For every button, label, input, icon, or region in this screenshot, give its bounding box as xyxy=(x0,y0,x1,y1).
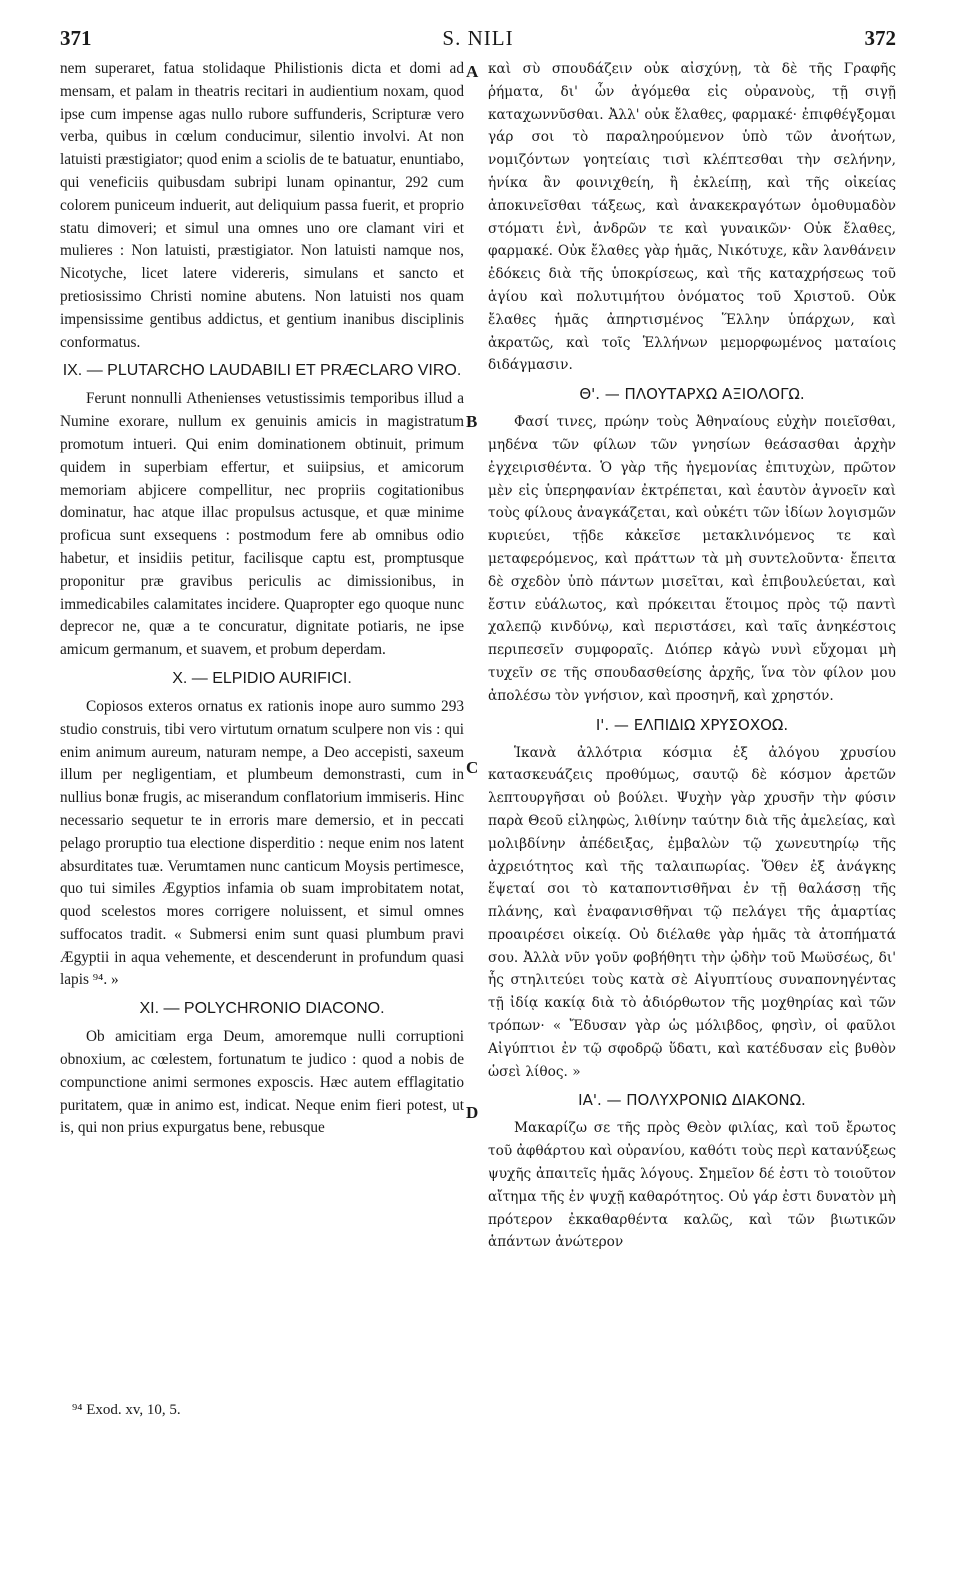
two-column-body xyxy=(60,58,896,1408)
greek-heading-10: Ι'. — ΕΛΠΙΔΙΩ ΧΡΥΣΟΧΟΩ. xyxy=(595,715,789,734)
page xyxy=(60,22,896,1552)
greek-letter-11: Μακαρίζω σε τῆς πρὸς Θεὸν φιλίας, καὶ τοῦ ἔρωτος τοῦ ἀφθάρτου καὶ οὐρανίου, καθότι τοὺς περὶ κατανύξεως ψυχῆς ἀπαιτεῖς ἡμᾶς λόγους. Σημεῖον δέ ἐστι τὸ τοιοῦτον αἴτημα τῆς ἐν ψυχῇ καθαρότητος. Οὐ γάρ ἐστι δυνατὸν μὴ πρότερον ἐκκαθαρθέντα καλῶς, καὶ τῶν βιωτικῶν ἁπάντων ἀνώτερον xyxy=(488,1120,896,1251)
running-header xyxy=(60,22,896,58)
greek-letter-10: Ἱκανὰ ἀλλότρια κόσμια ἐξ ἀλόγου χρυσίου κατασκευάζεις προθύμως, σαυτῷ δὲ κόσμον ἀρετῶν λεπτουργῆσαι οὐ βούλει. Ψυχὴν γὰρ χρυσῆν τὴν φύσιν παρὰ Θεοῦ εἰληφὼς, λιθίνην ταύτην διὰ τῆς ἀμελείας, καὶ μολιβδίνην ἀπέδειξας, ἐμβαλὼν τῷ χωνευτηρίῳ τῆς ἀχρειότητος καὶ τῆς ταλαιπωρίας. Ὅθεν ἐξ ἀνάγκης ἕψεταί σοι τὸ καταποντισθῆναι ἐν τῇ θαλάσσῃ τῆς πλάνης, καὶ ἐναφανισθῆναι τῷ πελάγει τῆς ἁμαρτίας προαιρέσει οἰκείᾳ. Οὐ διέλαθε γὰρ ἡμᾶς τὰ ἀτοπήματά σου. Ἀλλὰ νῦν γοῦν φοβήθητι τὴν ᾠδὴν τοῦ Μωϋσέως, δι' ἧς στηλιτεύει τοὺς κατὰ σὲ Αἰγυπτίους συναπονηγέντας τῇ ἰδίᾳ κακίᾳ διὰ τὸ ἀδιόρθωτον τῆς μοχθηρίας καὶ τῶν τρόπων· « Ἔδυσαν γὰρ ὡς μόλιβδος, φησὶν, οἱ φαῦλοι Αἰγύπτιοι ἐν τῷ σφοδρῷ ὕδατι, καὶ κατέδυσαν εἰς βυθὸν ὡσεὶ λίθος. » xyxy=(488,744,896,1080)
running-title: S. NILI xyxy=(442,26,514,50)
latin-heading-11: XI. — POLYCHRONIO DIACONO. xyxy=(139,1000,385,1018)
margin-mark-b: B xyxy=(466,412,478,431)
latin-heading-9: IX. — PLUTARCHO LAUDABILI ET PRÆCLARO VIRO. xyxy=(62,362,462,380)
margin-mark-a: A xyxy=(466,62,479,81)
greek-letter-8-ending: καὶ σὺ σπουδάζειν οὐκ αἰσχύνῃ, τὰ δὲ τῆς Γραφῆς ῥήματα, δι' ὧν ἀγόμεθα εἰς οὐρανοὺς, τῇ σιγῇ καταχωννῦσθαι. Ἀλλ' οὐκ ἔλαθες, φαρμακέ· ἐπιφθέγξομαι γάρ σοι τὸ παραληρούμενον ὑπὸ τῶν ἀνοήτων, νομιζόντων γοητείαις τισὶ κλέπτεσθαι τὴν σελήνην, ἡνίκα ἂν φοινιχθείη, ἢ ἐκλείπῃ, καὶ τῆς οἰκείας ἀποκινεῖσθαι τάξεως, καὶ ἀνακεκραγότων ὁμοθυμαδὸν στόματι ἑνὶ, ἀνδρῶν τε καὶ γυναικῶν· Οὐκ ἔλαθες, φαρμακέ. Οὐκ ἔλαθες γὰρ ἡμᾶς, Νικότυχε, κἂν λανθάνειν ἐδόκεις διὰ τῆς ὑποκρίσεως, καὶ τῆς καταχρήσεως τοῦ ἁγίου καὶ πολυτιμήτου ὀνόματος τοῦ Χριστοῦ. Οὐκ ἔλαθες ἡμᾶς ἀπηρτισμένος Ἕλλην ὑπάρχων, καὶ ἀκρατῶς, καὶ τοῖς Ἑλλήνων μεμορφωμένος ματαίοις διδάγμασιν. xyxy=(488,61,896,374)
greek-column xyxy=(488,58,896,1254)
right-page-number: 372 xyxy=(864,26,896,50)
margin-section-marks xyxy=(466,58,484,1408)
latin-letter-10: Copiosos exteros ornatus ex rationis inope auro summo 293 studio construis, tibi vero virtutum ornatum sculpere non vis : qui enim animum aureum, naturam nempe, a Deo accepisti, saxeum illum per negligentiam, et plumbeum demonstrasti, cum in nullius bonæ frugis, ac miserandum conflatorium immiseris. Hinc necessario sequetur te in erroris mare demersio, et in peccati pelago proruptio tua electione disperditio : neque enim nos latent absurditates tuæ. Verumtamen nunc canticum Moysis pertimesce, quo tui similes Ægyptios infamia ob suam improbitatem notat, quod scelestos mores corrigere noluissent, et simul omnes suffocatos tradit. « Submersi enim sunt quasi plumbum pravi Ægyptii in aqua vehemente, et descenderunt in profundum quasi lapis ⁹⁴. » xyxy=(60,697,464,989)
latin-letter-11: Ob amicitiam erga Deum, amoremque nulli corruptioni obnoxium, ac cœlestem, fortunatum te judico : quod a nobis de compunctione animi sermones exposcis. Hæc autem efflagitatio puritatem, quæ in animo est, indicat. Neque enim fieri potest, ut is, qui non prius expurgatus bene, rebusque xyxy=(60,1028,464,1137)
greek-heading-11: ΙΑ'. — ΠΟΛΥΧΡΟΝΙΩ ΔΙΑΚΟΝΩ. xyxy=(578,1091,806,1110)
left-page-number: 371 xyxy=(60,26,92,50)
latin-column xyxy=(60,58,464,1140)
greek-heading-9: Θ'. — ΠΛΟΥΤΑΡΧΩ ΑΞΙΟΛΟΓΩ. xyxy=(579,385,805,404)
greek-letter-9: Φασί τινες, πρώην τοὺς Ἀθηναίους εὐχὴν ποιεῖσθαι, μηδένα τῶν φίλων τῶν γνησίων θεάσασθαι ἀρχὴν ἐγχειρισθέντα. Ὁ γὰρ τῆς ἡγεμονίας ἐπιτυχὼν, πρῶτον μὲν εἰς ὑπερηφανίαν ἐκτρέπεται, καὶ ἑαυτὸν ἀγνοεῖν καὶ τοὺς φίλους ἀναγκάζεται, καὶ οὐκέτι τῶν ἰδίων λογισμῶν κυριεύει, τῇδε κἀκεῖσε μετακλινόμενος τε καὶ μεταφερόμενος, καὶ πράττων τὰ μὴ συντελοῦντα· ἔπειτα δὲ σχεδὸν ὑπὸ πάντων μισεῖται, καὶ ἐπιβουλεύεται, καὶ ἔστιν εὐάλωτος, καὶ πρόκειται ἕτοιμος πρὸς τῷ παντὶ χαλεπῷ κινδύνῳ, καὶ περιστάσει, καὶ ταῖς ἀνηκέστοις περιπεσεῖν συμφοραῖς. Διόπερ κἀγὼ νυνὶ εὔχομαι μὴ τυχεῖν σε τῆς σπουδασθείσης ἀρχῆς, ἵνα τὸν φίλον μου ἀπολέσω τὸν γνήσιον, καὶ προσηνῆ, καὶ χρηστόν. xyxy=(488,414,896,704)
latin-letter-8-ending: nem superaret, fatua stolidaque Philistionis dicta et domi ad mensam, et palam in theatris recitari in audientium noxam, quod ipse cum impense agas nullo rubore suffunderis, Scripturæ vero verba, quibus in cœlum conducimur, silentio involvi. At non latuisti præstigiator; quod enim a sciolis de te batuatur, enuntiabo, qui veneficiis quibusdam subripi lunam opinantur, 292 cum colorem puniceum induerit, aut deliquium passa fuerit, et proprio statu dimoveri; et simul una omnes uno ore clamant viri et mulieres : Non latuisti, præstigiator. Non latuisti namque nos, Nicotyche, licet latere videreris, simulans et sancto et pretiosissimo Christi nomine abutens. Non latuisti nos quam impensissime gentibus addictus, et gentium inanibus disciplinis conformatus. xyxy=(60,60,464,351)
footnote: ⁹⁴ Exod. xv, 10, 5. xyxy=(72,1402,181,1418)
latin-heading-10: X. — ELPIDIO AURIFICI. xyxy=(172,669,352,687)
latin-letter-9: Ferunt nonnulli Athenienses vetustissimis temporibus illud a Numine exorare, nullum ex genuinis amicis in magistratum promotum intueri. Qui enim dominationem obtinuit, primum quidem in superbiam effertur, et suiipsius, et amicorum memoriam abjicere compellitur, nec propriis cogitationibus dominatur, hac atque illac propulsus actusque, et quæ minime proficua sunt exsequens : postmodum fere ab omnibus odio habetur, et insidiis petitur, facilisque captu est, promptusque proponitur præ gravibus periculis ac dimissionibus, in immedicabiles calamitates incidere. Quapropter ego quoque nunc deprecor ne, quæ a te concuratur, dignitate potiaris, ne ipse amicum germanum, et suavem, et probum deperdam. xyxy=(60,390,464,659)
margin-mark-c: C xyxy=(466,758,479,777)
margin-mark-d: D xyxy=(466,1103,479,1122)
